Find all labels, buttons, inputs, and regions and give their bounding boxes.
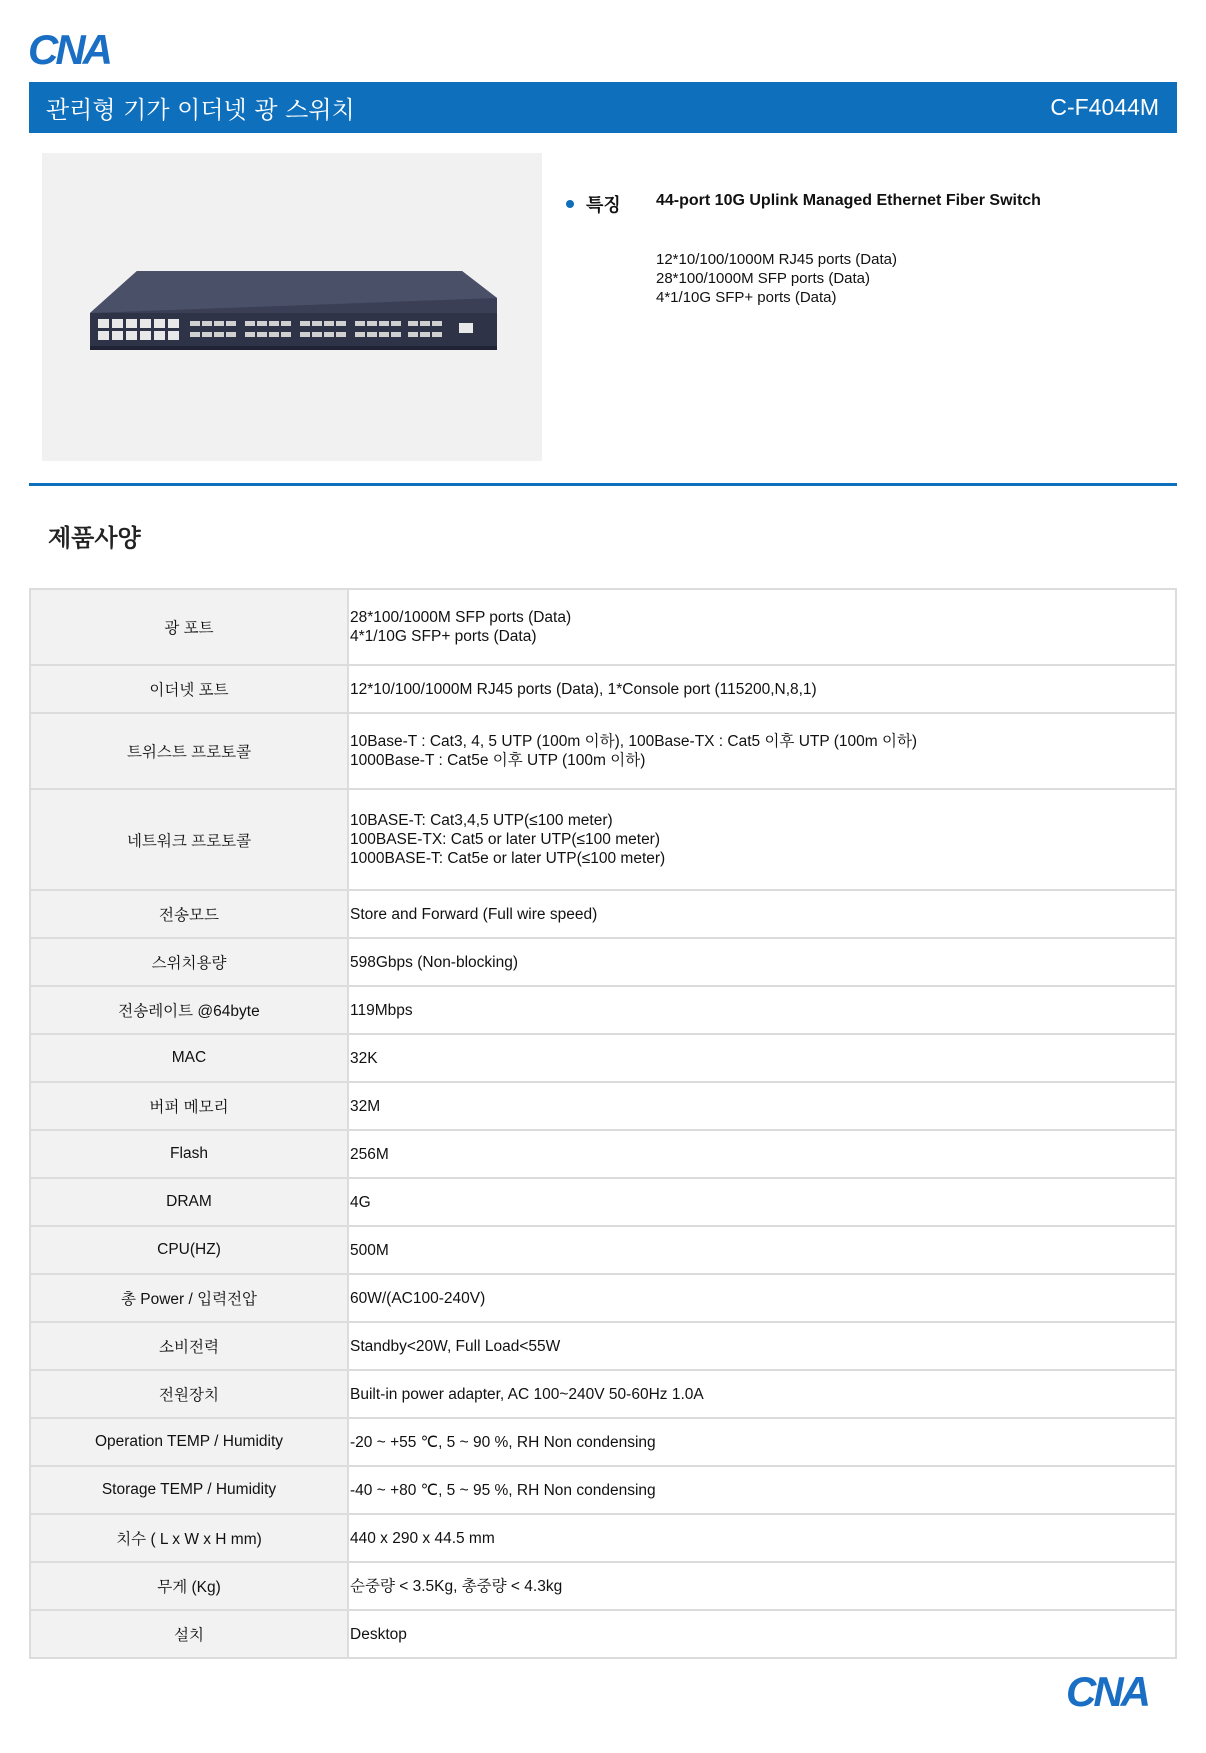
spec-value-line: 100BASE-TX: Cat5 or later UTP(≤100 meter) [350,831,661,848]
feature-line: 28*100/1000M SFP ports (Data) [656,270,871,287]
sfp-port [420,332,430,337]
spec-label: 무게 (Kg) [30,1562,348,1610]
spec-value [348,1610,1176,1658]
spec-label: 네트워크 프로토콜 [30,789,348,890]
rj45-port [98,319,109,328]
sfp-port [269,332,279,337]
spec-row [30,1610,1176,1658]
spec-row [30,1274,1176,1322]
section-title: 제품사양 [48,524,141,552]
spec-value [348,1178,1176,1226]
sfp-port [226,321,236,326]
sfp-port [257,332,267,337]
spec-table [29,588,1177,1659]
spec-value-line: 256M [350,1145,389,1163]
spec-label: 전송모드 [30,890,348,938]
sfp-port [226,332,236,337]
spec-row [30,1082,1176,1130]
spec-row [30,1178,1176,1226]
spec-row [30,1322,1176,1370]
feature-lines [656,250,897,307]
spec-value-line: Standby<20W, Full Load<55W [350,1337,561,1355]
sfp-port [214,321,224,326]
sfp-port [324,321,334,326]
feature-line: 12*10/100/1000M RJ45 ports (Data) [656,251,897,268]
spec-value [348,1082,1176,1130]
sfp-port [391,332,401,337]
spec-label: CPU(HZ) [30,1226,348,1274]
spec-label: Flash [30,1130,348,1178]
spec-value-line: 440 x 290 x 44.5 mm [350,1529,495,1547]
spec-label: 총 Power / 입력전압 [30,1274,348,1322]
sfp-port [379,321,389,326]
sfp-port [432,321,442,326]
rj45-port [154,331,165,340]
model-number: C-F4044M [1050,94,1159,120]
spec-row [30,1130,1176,1178]
spec-row [30,1034,1176,1082]
spec-row [30,1370,1176,1418]
spec-row [30,890,1176,938]
spec-label: 소비전력 [30,1322,348,1370]
spec-value [348,713,1176,789]
spec-value [348,1370,1176,1418]
feature-label: 특징 [586,195,621,216]
sfp-port [190,332,200,337]
switch-illustration [42,153,542,461]
spec-value-line: 32M [350,1097,381,1115]
rj45-port [140,319,151,328]
spec-value-line: Built-in power adapter, AC 100~240V 50-60Hz 1.0A [350,1385,704,1403]
spec-row [30,789,1176,890]
sfp-port [245,332,255,337]
page-title: 관리형 기가 이더넷 광 스위치 [46,96,355,124]
rj45-port [112,331,123,340]
sfp-port [214,332,224,337]
spec-value [348,665,1176,713]
spec-value [348,789,1176,890]
spec-value [348,1418,1176,1466]
spec-value-line: 500M [350,1241,389,1259]
console-port [459,323,473,333]
sfp-port [336,332,346,337]
sfp-port [367,321,377,326]
rj45-port [112,319,123,328]
sfp-port [202,332,212,337]
spec-label: DRAM [30,1178,348,1226]
spec-row [30,713,1176,789]
cna-logo: CNA [28,26,110,73]
rj45-port [126,331,137,340]
sfp-port [190,321,200,326]
spec-value-line: 4G [350,1193,371,1211]
spec-value [348,1226,1176,1274]
spec-value [348,1466,1176,1514]
rj45-port [126,319,137,328]
sfp-port [245,321,255,326]
spec-value-line: -20 ~ +55 ℃, 5 ~ 90 %, RH Non condensing [350,1433,656,1451]
spec-value [348,1514,1176,1562]
spec-value-line: Store and Forward (Full wire speed) [350,905,598,923]
feature-line: 4*1/10G SFP+ ports (Data) [656,289,837,306]
spec-value-line: 12*10/100/1000M RJ45 ports (Data), 1*Console port (115200,N,8,1) [350,680,817,698]
rj45-port [154,319,165,328]
sfp-port [324,332,334,337]
sfp-port [336,321,346,326]
rj45-port [168,331,179,340]
spec-label: 이더넷 포트 [30,665,348,713]
spec-label: MAC [30,1034,348,1082]
spec-label: 스위치용량 [30,938,348,986]
rj45-port [98,331,109,340]
spec-label: 전원장치 [30,1370,348,1418]
sfp-port [408,332,418,337]
sfp-port [379,332,389,337]
sfp-port [367,332,377,337]
sfp-port [269,321,279,326]
spec-value [348,1322,1176,1370]
spec-value-line: 10Base-T : Cat3, 4, 5 UTP (100m 이하), 100Base-TX : Cat5 이후 UTP (100m 이하) [350,733,918,750]
spec-row [30,986,1176,1034]
spec-value [348,1034,1176,1082]
spec-label: 전송레이트 @64byte [30,986,348,1034]
spec-row [30,1514,1176,1562]
spec-row [30,1418,1176,1466]
spec-value-line: 10BASE-T: Cat3,4,5 UTP(≤100 meter) [350,812,613,829]
spec-value-line: 순중량 < 3.5Kg, 총중량 < 4.3kg [350,1577,563,1595]
sfp-port [420,321,430,326]
spec-value-line: 60W/(AC100-240V) [350,1289,486,1307]
sfp-port [281,321,291,326]
spec-value-line: 1000BASE-T: Cat5e or later UTP(≤100 meter) [350,850,666,867]
sfp-port [300,332,310,337]
sfp-port [202,321,212,326]
sfp-port [391,321,401,326]
header-bar [29,82,1177,133]
sfp-port [408,321,418,326]
spec-row [30,589,1176,665]
sfp-port [432,332,442,337]
spec-row [30,1226,1176,1274]
spec-row [30,1466,1176,1514]
spec-label: 치수 ( L x W x H mm) [30,1514,348,1562]
spec-value [348,1274,1176,1322]
spec-label: Operation TEMP / Humidity [30,1418,348,1466]
spec-row [30,1562,1176,1610]
spec-value [348,938,1176,986]
spec-value-line: 119Mbps [350,1001,413,1019]
spec-label: 버퍼 메모리 [30,1082,348,1130]
sfp-port [355,321,365,326]
spec-label: 설치 [30,1610,348,1658]
spec-row [30,665,1176,713]
spec-value-line: 28*100/1000M SFP ports (Data) [350,609,572,626]
product-image [42,153,542,461]
spec-label: 트위스트 프로토콜 [30,713,348,789]
spec-value-line: 598Gbps (Non-blocking) [350,953,519,971]
sfp-port [300,321,310,326]
spec-value [348,890,1176,938]
spec-value-line: 1000Base-T : Cat5e 이후 UTP (100m 이하) [350,752,646,769]
sfp-port [281,332,291,337]
spec-label: Storage TEMP / Humidity [30,1466,348,1514]
sfp-port [257,321,267,326]
spec-value [348,589,1176,665]
spec-value-line: -40 ~ +80 ℃, 5 ~ 95 %, RH Non condensing [350,1481,656,1499]
rj45-port [168,319,179,328]
sfp-port [312,321,322,326]
cna-logo-footer: CNA [1066,1668,1148,1715]
rj45-port [140,331,151,340]
sfp-port [355,332,365,337]
spec-value [348,1562,1176,1610]
spec-label: 광 포트 [30,589,348,665]
sfp-port [312,332,322,337]
bullet-icon [566,200,574,208]
section-divider [29,483,1177,486]
spec-value-line: 32K [350,1049,378,1067]
spec-value-line: Desktop [350,1625,407,1643]
spec-value [348,1130,1176,1178]
feature-heading: 44-port 10G Uplink Managed Ethernet Fiber Switch [656,192,1041,209]
spec-value-line: 4*1/10G SFP+ ports (Data) [350,628,537,645]
spec-value [348,986,1176,1034]
spec-row [30,938,1176,986]
